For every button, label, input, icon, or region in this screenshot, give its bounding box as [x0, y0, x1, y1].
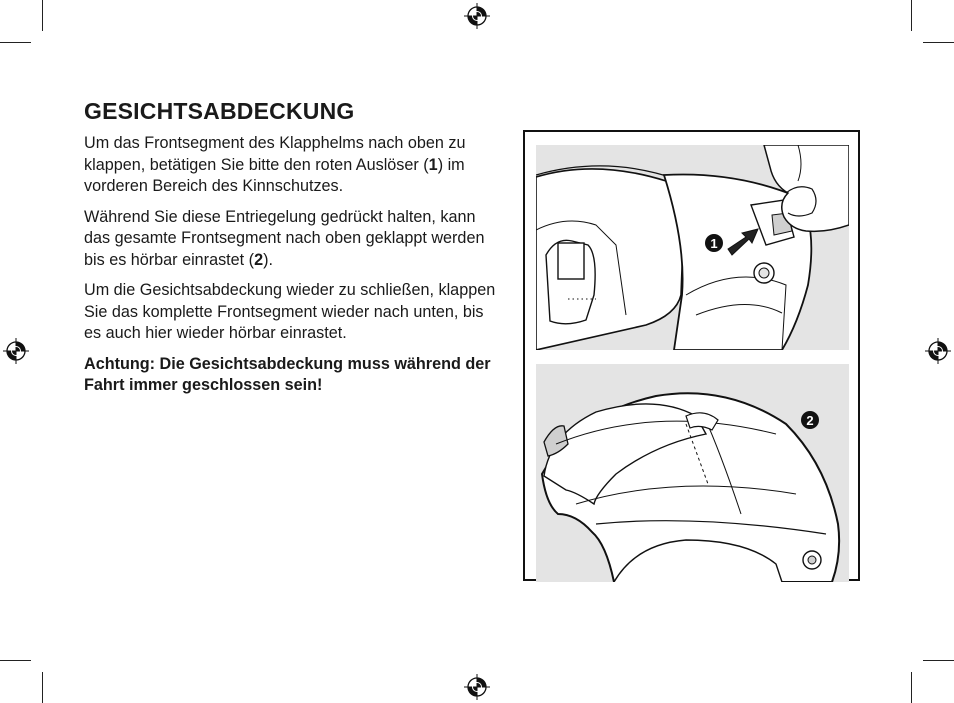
svg-text:1: 1 [710, 236, 718, 251]
crop-mark-top-right-h [923, 42, 954, 43]
illustration-flip-up [536, 364, 849, 582]
helmet-release-drawing [536, 145, 849, 350]
registration-mark-left-icon [3, 338, 29, 364]
crop-mark-top-right-v [911, 0, 912, 31]
step-1-marker-icon [705, 234, 723, 252]
reference-number-2: 2 [254, 250, 264, 269]
crop-mark-bottom-left-v [42, 672, 43, 703]
crop-mark-bottom-right-h [923, 660, 954, 661]
registration-mark-right-icon [925, 338, 951, 364]
crop-mark-bottom-right-v [911, 672, 912, 703]
page-heading: GESICHTSABDECKUNG [84, 98, 355, 124]
crop-mark-top-left-v [42, 0, 43, 31]
registration-mark-top-icon [464, 3, 490, 29]
warning-text: Achtung: Die Gesichtsabdeckung muss während der Fahrt immer geschlossen sein! [84, 354, 491, 394]
reference-number-1: 1 [428, 155, 438, 174]
crop-mark-top-left-h [0, 42, 31, 43]
illustration-release-button [536, 145, 849, 350]
crop-mark-bottom-left-h [0, 660, 31, 661]
illustration-frame [523, 130, 860, 581]
paragraph-1-text: Um das Frontsegment des Klapphelms nach oben zu klappen, betätigen Sie bitte den roten Auslöser ( [84, 134, 466, 174]
paragraph-close: Um die Gesichtsabdeckung wieder zu schließen, klappen Sie das komplette Frontsegment wieder nach unten, bis es auch hier wieder hörbar einrastet. [84, 281, 496, 342]
paragraph-flip-up [84, 207, 504, 272]
svg-text:2: 2 [806, 413, 814, 428]
paragraph-2-text: Während Sie diese Entriegelung gedrückt halten, kann das gesamte Frontsegment nach oben geklappt werden bis es hörbar einrastet ( [84, 207, 485, 269]
step-2-marker-icon [801, 411, 819, 429]
paragraph-2-text-end: ). [263, 250, 273, 269]
paragraph-1-text-end: ) im vorderen Bereich des Kinnschutzes. [84, 155, 465, 195]
helmet-flipped-drawing [536, 364, 849, 582]
paragraph-release-button [84, 133, 504, 198]
registration-mark-bottom-icon [464, 674, 490, 700]
text-column [84, 98, 504, 406]
